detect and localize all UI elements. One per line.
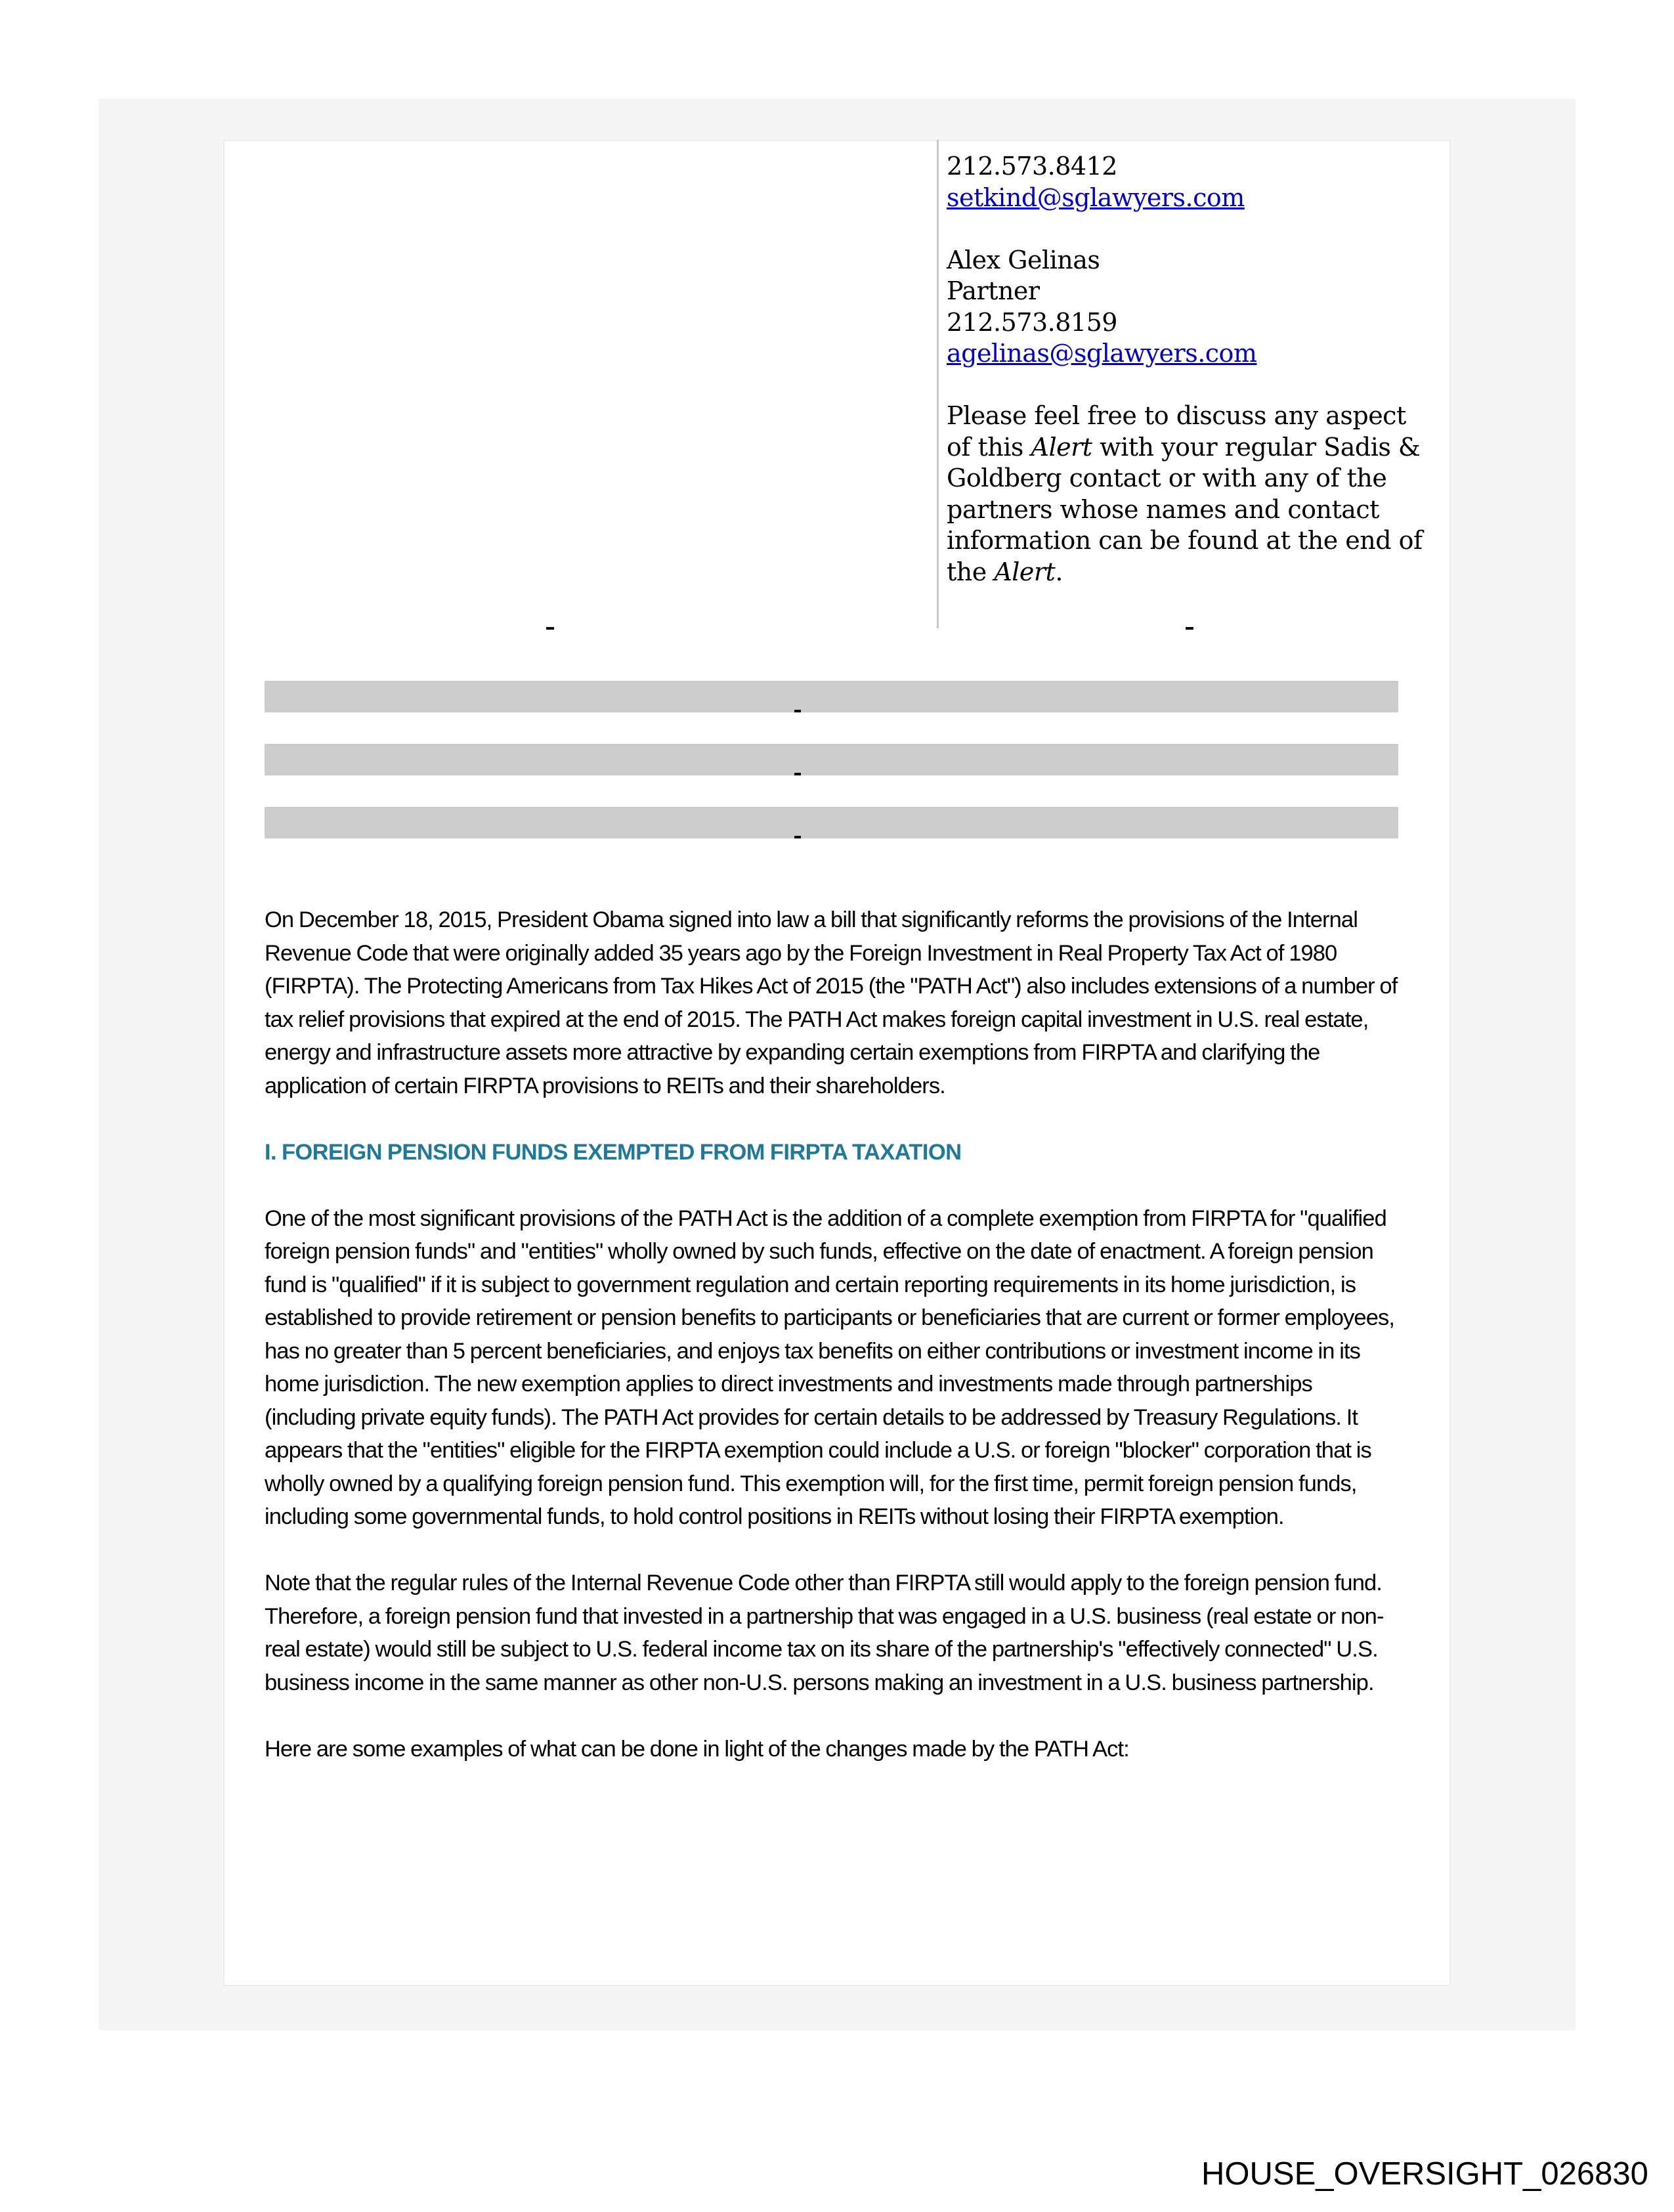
redaction-bar — [265, 681, 1398, 712]
layout-marker-icon — [794, 836, 801, 838]
note-text: Please feel free to discuss any aspect of this — [947, 401, 1406, 462]
layout-marker-icon — [1186, 627, 1193, 630]
redaction-bar — [265, 744, 1398, 775]
intro-paragraph: On December 18, 2015, President Obama signed into law a bill that significantly reforms the provisions of the Internal Revenue Code that were originally added 35 years ago by the Foreign Investment in Real Property Tax Act of 1980 (FIRPTA). The Protecting Americans from Tax Hikes Act of 2015 (the "PATH Act") also includes extensions of a number of tax relief provisions that expired at the end of 2015. The PATH Act makes foreign capital investment in U.S. real estate, energy and infrastructure assets more attractive by expanding certain exemptions from FIRPTA and clarifying the application of certain FIRPTA provisions to REITs and their shareholders. — [265, 907, 1398, 1098]
contact-title: Partner — [947, 276, 1040, 305]
contact-note — [947, 401, 1432, 588]
body-paragraph: Here are some examples of what can be done in light of the changes made by the PATH Act: — [265, 1736, 1129, 1762]
note-alert-italic: Alert — [1031, 432, 1092, 462]
article-body — [265, 903, 1407, 1799]
body-paragraph: One of the most significant provisions of the PATH Act is the addition of a complete exemption from FIRPTA for "qualified foreign pension funds" and "entities" wholly owned by such funds, effective on the date of enactment. A foreign pension fund is "qualified" if it is subject to government regulation and certain reporting requirements in its home jurisdiction, is established to provide retirement or pension benefits to participants or beneficiaries that are current or former employees, has no greater than 5 percent beneficiaries, and enjoys tax benefits on either contributions or investment income in its home jurisdiction. The new exemption applies to direct investments and investments made through partnerships (including private equity funds). The PATH Act provides for certain details to be addressed by Treasury Regulations. It appears that the "entities" eligible for the FIRPTA exemption could include a U.S. or foreign "blocker" corporation that is wholly owned by a qualifying foreign pension fund. This exemption will, for the first time, permit foreign pension funds, including some governmental funds, to hold control positions in REITs without losing their FIRPTA exemption. — [265, 1205, 1395, 1529]
layout-marker-icon — [794, 773, 801, 775]
bates-stamp: HOUSE_OVERSIGHT_026830 — [1201, 2156, 1648, 2192]
section-heading: I. FOREIGN PENSION FUNDS EXEMPTED FROM FIRPTA TAXATION — [265, 1139, 962, 1165]
spacer — [947, 213, 1432, 245]
spacer — [947, 370, 1432, 401]
layout-marker-icon — [546, 627, 554, 630]
body-paragraph: Note that the regular rules of the Internal Revenue Code other than FIRPTA still would apply to the foreign pension fund. Therefore, a foreign pension fund that invested in a partnership that was engaged in a U.S. business (real estate or non-real estate) would still be subject to U.S. federal income tax on its share of the partnership's "effectively connected" U.S. business income in the same manner as other non-U.S. persons making an investment in a U.S. business partnership. — [265, 1571, 1384, 1695]
contact-email-link[interactable]: agelinas@sglawyers.com — [947, 339, 1257, 368]
note-alert-italic: Alert — [994, 557, 1056, 586]
note-text: with your regular Sadis & Goldberg contact or with any of the partners whose names and contact information can be found at the end of the — [947, 432, 1423, 586]
contact-name: Alex Gelinas — [947, 245, 1100, 274]
contact-phone: 212.573.8412 — [947, 152, 1117, 181]
redaction-bar — [265, 807, 1398, 838]
contact-email-link[interactable]: setkind@sglawyers.com — [947, 183, 1245, 212]
note-text: . — [1055, 557, 1063, 586]
column-divider — [937, 140, 939, 628]
layout-marker-icon — [794, 710, 801, 712]
contact-sidebar — [947, 151, 1432, 588]
contact-phone: 212.573.8159 — [947, 307, 1117, 337]
